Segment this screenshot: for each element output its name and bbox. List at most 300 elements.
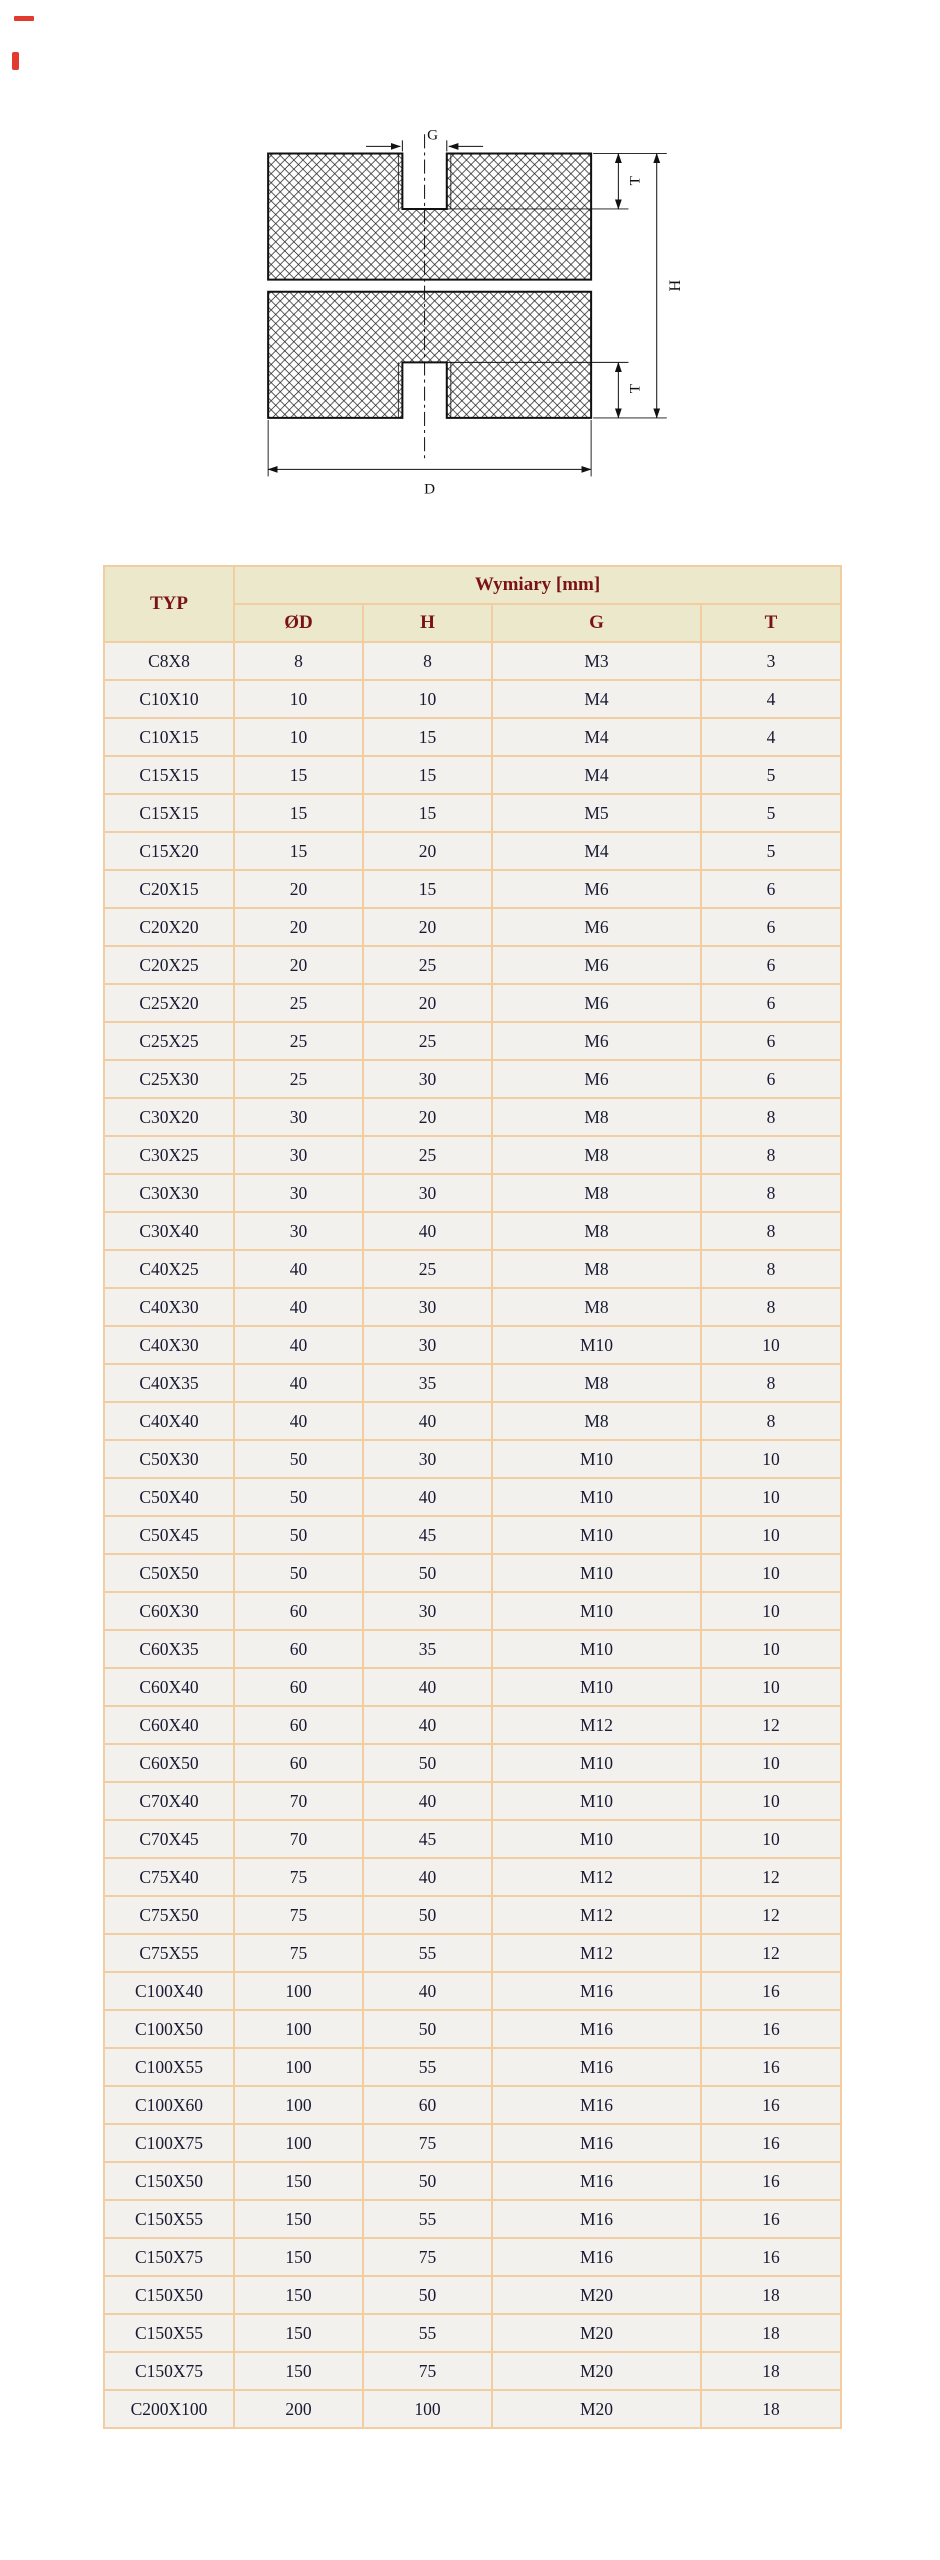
col-header-od: ØD [234,604,363,642]
table-row [104,680,841,718]
cell-g: M16 [492,2162,701,2200]
cell-typ: C70X40 [104,1782,234,1820]
table-row [104,1174,841,1212]
table-title: Wymiary [mm] [234,566,841,604]
cell-od: 150 [234,2276,363,2314]
table-row [104,1668,841,1706]
cell-g: M8 [492,1250,701,1288]
cell-typ: C75X50 [104,1896,234,1934]
cell-g: M20 [492,2314,701,2352]
cell-h: 20 [363,908,492,946]
cell-typ: C25X30 [104,1060,234,1098]
cell-g: M12 [492,1896,701,1934]
cell-od: 70 [234,1782,363,1820]
cell-t: 12 [701,1706,841,1744]
dimension-label-g: G [427,128,439,144]
cell-typ: C50X50 [104,1554,234,1592]
cell-t: 10 [701,1630,841,1668]
cell-od: 30 [234,1212,363,1250]
table-row [104,642,841,680]
table-row [104,1136,841,1174]
cell-od: 8 [234,642,363,680]
table-row [104,1934,841,1972]
cell-t: 10 [701,1516,841,1554]
cell-g: M16 [492,2238,701,2276]
cell-t: 4 [701,718,841,756]
cell-h: 50 [363,1896,492,1934]
cell-t: 16 [701,1972,841,2010]
cell-od: 150 [234,2200,363,2238]
cell-g: M8 [492,1136,701,1174]
cell-t: 6 [701,1060,841,1098]
cell-t: 18 [701,2390,841,2428]
cell-g: M8 [492,1402,701,1440]
cell-typ: C150X55 [104,2314,234,2352]
table-row [104,1592,841,1630]
cell-od: 30 [234,1136,363,1174]
cell-g: M20 [492,2276,701,2314]
cell-h: 30 [363,1592,492,1630]
cell-typ: C50X45 [104,1516,234,1554]
cell-od: 30 [234,1174,363,1212]
cell-typ: C150X75 [104,2238,234,2276]
cell-h: 40 [363,1668,492,1706]
cell-typ: C25X20 [104,984,234,1022]
cell-t: 10 [701,1478,841,1516]
cell-g: M6 [492,1060,701,1098]
cell-typ: C60X40 [104,1706,234,1744]
cell-t: 10 [701,1668,841,1706]
table-row [104,1060,841,1098]
cell-h: 50 [363,1744,492,1782]
cell-g: M16 [492,2124,701,2162]
cell-od: 150 [234,2162,363,2200]
cell-h: 35 [363,1364,492,1402]
cell-t: 8 [701,1212,841,1250]
cell-g: M6 [492,870,701,908]
cell-h: 30 [363,1174,492,1212]
cell-t: 4 [701,680,841,718]
cell-h: 50 [363,2010,492,2048]
cell-h: 60 [363,2086,492,2124]
cell-h: 40 [363,1478,492,1516]
cell-h: 20 [363,984,492,1022]
cell-t: 16 [701,2200,841,2238]
cell-od: 40 [234,1288,363,1326]
cell-t: 12 [701,1896,841,1934]
cell-typ: C100X55 [104,2048,234,2086]
cell-t: 6 [701,946,841,984]
buffer-section-drawing [253,128,687,512]
cell-od: 40 [234,1402,363,1440]
cell-od: 25 [234,1022,363,1060]
table-row [104,1212,841,1250]
cell-g: M16 [492,2010,701,2048]
cell-typ: C100X40 [104,1972,234,2010]
cell-typ: C60X35 [104,1630,234,1668]
cell-h: 30 [363,1440,492,1478]
cell-g: M16 [492,2048,701,2086]
cell-od: 60 [234,1706,363,1744]
cell-h: 50 [363,1554,492,1592]
technical-drawing [253,128,687,512]
cell-typ: C40X30 [104,1326,234,1364]
table-row [104,756,841,794]
cell-g: M20 [492,2352,701,2390]
cell-g: M10 [492,1554,701,1592]
cell-od: 15 [234,832,363,870]
cell-t: 16 [701,2238,841,2276]
cell-h: 50 [363,2162,492,2200]
cell-typ: C70X45 [104,1820,234,1858]
table-row [104,718,841,756]
cell-od: 10 [234,680,363,718]
cell-od: 20 [234,870,363,908]
cell-od: 15 [234,756,363,794]
table-row [104,2162,841,2200]
cell-typ: C10X15 [104,718,234,756]
cell-od: 20 [234,946,363,984]
cell-od: 25 [234,984,363,1022]
table-row [104,1022,841,1060]
table-row [104,2124,841,2162]
cell-od: 60 [234,1592,363,1630]
cell-h: 55 [363,1934,492,1972]
cell-od: 50 [234,1554,363,1592]
cell-od: 30 [234,1098,363,1136]
cell-typ: C40X25 [104,1250,234,1288]
cell-typ: C150X50 [104,2162,234,2200]
cell-t: 8 [701,1288,841,1326]
cell-od: 75 [234,1858,363,1896]
cell-g: M6 [492,1022,701,1060]
cell-g: M10 [492,1326,701,1364]
cell-g: M4 [492,832,701,870]
rubber-body-top [268,153,591,279]
cell-od: 15 [234,794,363,832]
table-row [104,1630,841,1668]
cell-od: 100 [234,1972,363,2010]
cell-t: 6 [701,1022,841,1060]
cell-typ: C8X8 [104,642,234,680]
table-row [104,984,841,1022]
cell-t: 10 [701,1554,841,1592]
cell-g: M12 [492,1934,701,1972]
cell-g: M3 [492,642,701,680]
table-row [104,1972,841,2010]
cell-g: M10 [492,1630,701,1668]
table-row [104,1744,841,1782]
table-row [104,1250,841,1288]
cell-h: 30 [363,1288,492,1326]
cell-od: 150 [234,2314,363,2352]
cell-g: M4 [492,756,701,794]
cell-t: 3 [701,642,841,680]
cell-typ: C50X30 [104,1440,234,1478]
cell-g: M10 [492,1478,701,1516]
cell-typ: C30X40 [104,1212,234,1250]
cell-t: 16 [701,2010,841,2048]
table-row [104,1288,841,1326]
cell-typ: C15X15 [104,794,234,832]
cell-h: 15 [363,794,492,832]
cell-h: 40 [363,1858,492,1896]
cell-t: 16 [701,2048,841,2086]
col-header-g: G [492,604,701,642]
table-row [104,2010,841,2048]
cell-t: 16 [701,2086,841,2124]
cell-h: 55 [363,2314,492,2352]
cell-h: 50 [363,2276,492,2314]
cell-od: 60 [234,1744,363,1782]
cell-typ: C60X40 [104,1668,234,1706]
cell-typ: C30X30 [104,1174,234,1212]
cell-od: 100 [234,2010,363,2048]
table-row [104,1554,841,1592]
red-scan-artifact [12,52,19,70]
cell-od: 50 [234,1478,363,1516]
cell-typ: C40X40 [104,1402,234,1440]
cell-typ: C20X20 [104,908,234,946]
cell-t: 16 [701,2124,841,2162]
table-row [104,1440,841,1478]
cell-typ: C20X25 [104,946,234,984]
cell-t: 6 [701,984,841,1022]
table-row [104,1706,841,1744]
cell-t: 12 [701,1858,841,1896]
cell-od: 100 [234,2048,363,2086]
cell-h: 45 [363,1516,492,1554]
cell-t: 8 [701,1250,841,1288]
cell-od: 10 [234,718,363,756]
cell-g: M10 [492,1782,701,1820]
cell-g: M6 [492,946,701,984]
col-header-t: T [701,604,841,642]
cell-typ: C150X75 [104,2352,234,2390]
cell-g: M4 [492,718,701,756]
dimension-label-d: D [424,481,436,498]
table-body [104,642,841,2428]
cell-t: 5 [701,832,841,870]
cell-g: M8 [492,1212,701,1250]
cell-h: 15 [363,870,492,908]
cell-t: 10 [701,1782,841,1820]
cell-g: M8 [492,1288,701,1326]
cell-g: M10 [492,1516,701,1554]
cell-od: 75 [234,1934,363,1972]
cell-od: 60 [234,1668,363,1706]
cell-h: 8 [363,642,492,680]
cell-g: M6 [492,908,701,946]
cell-g: M12 [492,1706,701,1744]
cell-t: 10 [701,1326,841,1364]
cell-t: 18 [701,2314,841,2352]
cell-h: 45 [363,1820,492,1858]
cell-od: 60 [234,1630,363,1668]
red-scan-artifact [14,16,34,21]
cell-t: 5 [701,756,841,794]
cell-h: 40 [363,1782,492,1820]
cell-g: M10 [492,1744,701,1782]
table-header-row [104,566,841,604]
cell-od: 100 [234,2086,363,2124]
cell-od: 50 [234,1440,363,1478]
cell-g: M8 [492,1364,701,1402]
cell-t: 8 [701,1174,841,1212]
cell-typ: C40X30 [104,1288,234,1326]
table-row [104,2200,841,2238]
cell-t: 8 [701,1098,841,1136]
cell-typ: C150X50 [104,2276,234,2314]
cell-h: 30 [363,1060,492,1098]
cell-t: 8 [701,1402,841,1440]
cell-t: 18 [701,2352,841,2390]
cell-h: 20 [363,1098,492,1136]
table-row [104,1402,841,1440]
cell-typ: C60X50 [104,1744,234,1782]
table-row [104,1858,841,1896]
cell-g: M16 [492,2086,701,2124]
cell-h: 40 [363,1212,492,1250]
col-header-h: H [363,604,492,642]
table-row [104,1896,841,1934]
col-header-typ: TYP [104,566,234,642]
table-row [104,2314,841,2352]
cell-t: 8 [701,1136,841,1174]
cell-h: 25 [363,1022,492,1060]
cell-g: M16 [492,1972,701,2010]
cell-g: M12 [492,1858,701,1896]
cell-typ: C60X30 [104,1592,234,1630]
cell-h: 30 [363,1326,492,1364]
cell-typ: C10X10 [104,680,234,718]
table-row [104,908,841,946]
cell-od: 100 [234,2124,363,2162]
cell-t: 6 [701,908,841,946]
cell-typ: C100X60 [104,2086,234,2124]
cell-t: 18 [701,2276,841,2314]
cell-g: M4 [492,680,701,718]
cell-g: M8 [492,1098,701,1136]
cell-typ: C30X20 [104,1098,234,1136]
cell-g: M8 [492,1174,701,1212]
table-row [104,794,841,832]
cell-h: 100 [363,2390,492,2428]
cell-typ: C75X40 [104,1858,234,1896]
cell-t: 10 [701,1820,841,1858]
cell-t: 10 [701,1744,841,1782]
cell-typ: C25X25 [104,1022,234,1060]
cell-h: 40 [363,1706,492,1744]
cell-t: 10 [701,1592,841,1630]
table-row [104,2390,841,2428]
cell-h: 20 [363,832,492,870]
cell-typ: C15X20 [104,832,234,870]
cell-od: 40 [234,1326,363,1364]
table-row [104,1326,841,1364]
cell-g: M10 [492,1440,701,1478]
cell-typ: C200X100 [104,2390,234,2428]
table-row [104,2276,841,2314]
cell-h: 40 [363,1402,492,1440]
cell-typ: C100X50 [104,2010,234,2048]
table-row [104,1782,841,1820]
cell-h: 25 [363,1136,492,1174]
cell-od: 50 [234,1516,363,1554]
table-row [104,1820,841,1858]
dimension-label-h: H [666,279,684,292]
table-row [104,946,841,984]
cell-od: 70 [234,1820,363,1858]
cell-g: M20 [492,2390,701,2428]
cell-g: M5 [492,794,701,832]
cell-h: 40 [363,1972,492,2010]
table-row [104,1364,841,1402]
cell-h: 35 [363,1630,492,1668]
cell-od: 75 [234,1896,363,1934]
cell-h: 25 [363,1250,492,1288]
cell-t: 10 [701,1440,841,1478]
cell-typ: C75X55 [104,1934,234,1972]
cell-t: 16 [701,2162,841,2200]
dimension-label-t-top: T [627,176,644,186]
cell-od: 40 [234,1250,363,1288]
cell-typ: C50X40 [104,1478,234,1516]
cell-g: M10 [492,1820,701,1858]
table-row [104,1098,841,1136]
table-row [104,1516,841,1554]
cell-t: 6 [701,870,841,908]
cell-h: 75 [363,2238,492,2276]
cell-typ: C15X15 [104,756,234,794]
dimensions-table [103,565,842,2429]
cell-typ: C150X55 [104,2200,234,2238]
rubber-body-bottom [268,292,591,418]
table-row [104,870,841,908]
cell-g: M6 [492,984,701,1022]
table-row [104,832,841,870]
cell-t: 8 [701,1364,841,1402]
cell-typ: C100X75 [104,2124,234,2162]
table-row [104,2352,841,2390]
cell-t: 5 [701,794,841,832]
cell-h: 15 [363,718,492,756]
cell-od: 20 [234,908,363,946]
cell-typ: C40X35 [104,1364,234,1402]
cell-od: 200 [234,2390,363,2428]
table-row [104,2238,841,2276]
cell-h: 75 [363,2124,492,2162]
cell-g: M10 [492,1592,701,1630]
table-row [104,2048,841,2086]
cell-g: M16 [492,2200,701,2238]
cell-od: 150 [234,2352,363,2390]
cell-g: M10 [492,1668,701,1706]
cell-od: 25 [234,1060,363,1098]
cell-typ: C30X25 [104,1136,234,1174]
table-row [104,2086,841,2124]
cell-h: 15 [363,756,492,794]
cell-typ: C20X15 [104,870,234,908]
cell-t: 12 [701,1934,841,1972]
cell-od: 150 [234,2238,363,2276]
table-row [104,1478,841,1516]
cell-od: 40 [234,1364,363,1402]
cell-h: 55 [363,2048,492,2086]
dimension-label-t-bottom: T [627,384,644,394]
cell-h: 10 [363,680,492,718]
cell-h: 75 [363,2352,492,2390]
